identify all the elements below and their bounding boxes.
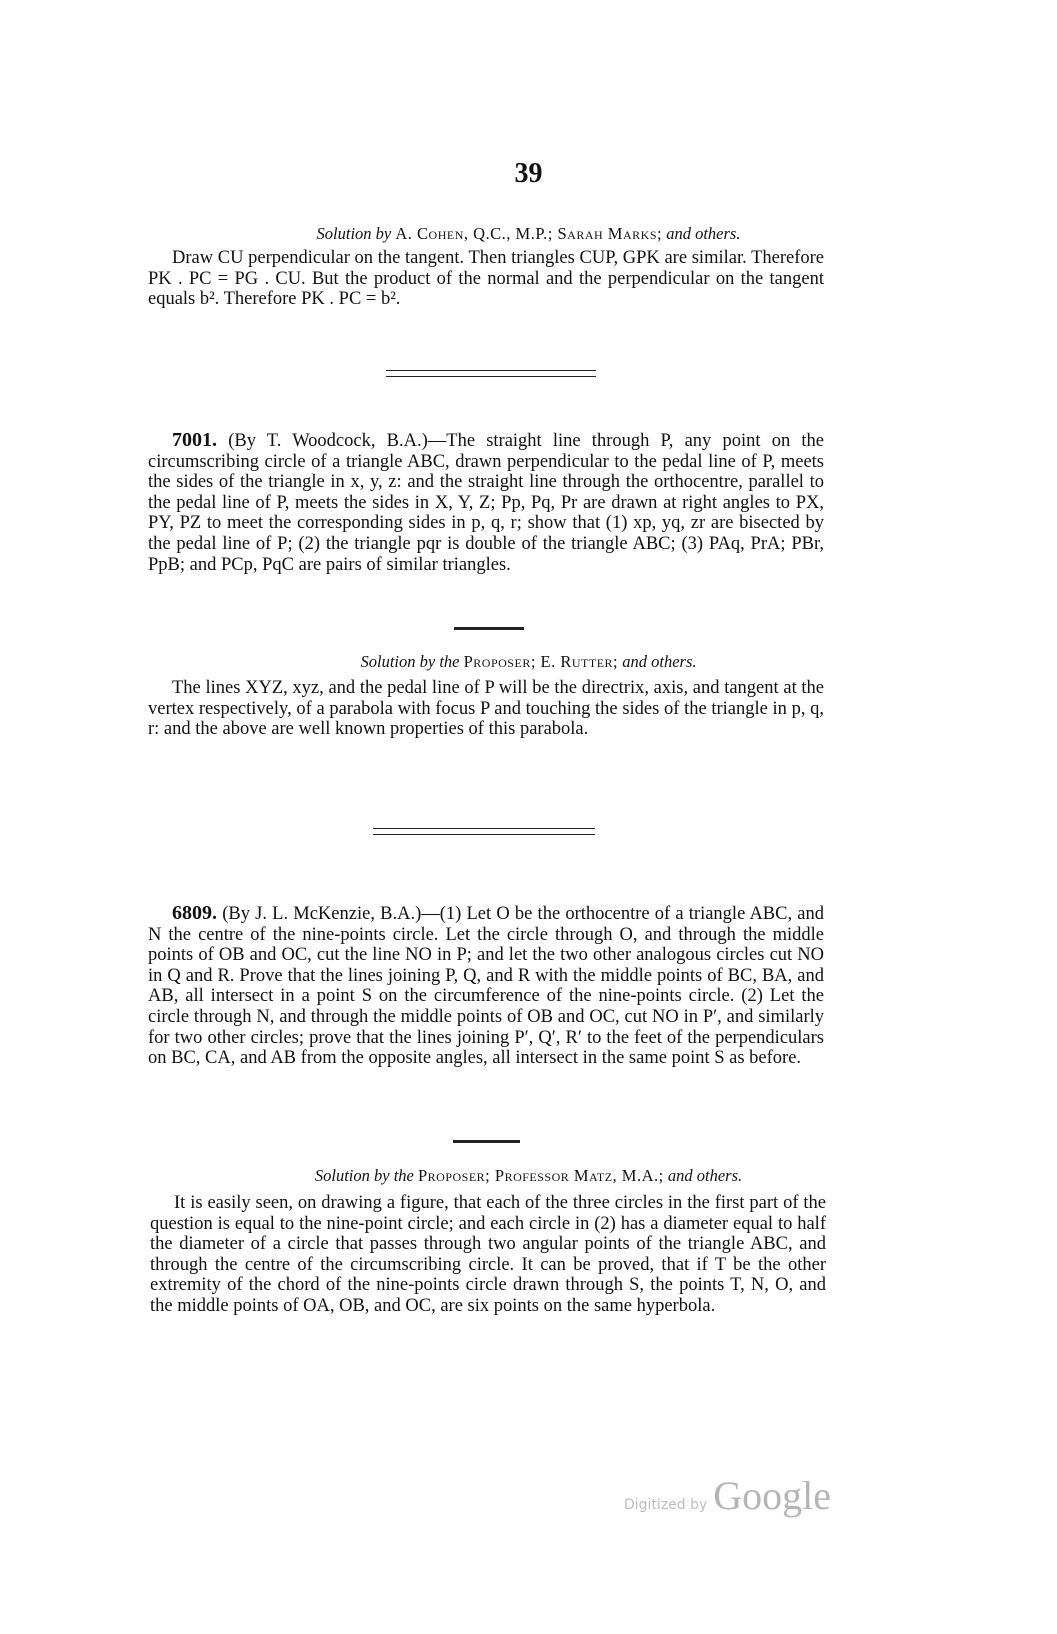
solution-text-matz xyxy=(150,1193,826,1317)
question-text: (By J. L. McKenzie, B.A.)—(1) Let O be the orthocentre of a triangle ABC, and N the centre of the nine-points circle. Let the circle through O, and through the middle points of OB and OC, cut the line NO in P; and let the two other analogous circles cut NO in Q and R. Prove that the lines joining P, Q, and R with the middle points of BC, BA, and AB, all intersect in a point S on the circumference of the nine-points circle. (2) Let the circle through N, and through the middle points of OB and OC, cut NO in P′, and similarly for two other circles; prove that the lines joining P′, Q′, R′ to the feet of the perpendiculars on BC, CA, and AB from the opposite angles, all intersect in the same point S as before. xyxy=(148,904,825,1069)
byline-authors: Proposer; E. Rutter; xyxy=(463,652,619,671)
byline-label: Solution by the xyxy=(314,1166,414,1185)
short-divider xyxy=(453,1140,520,1143)
digitized-watermark xyxy=(624,1472,831,1519)
byline-label: Solution by the xyxy=(360,652,460,671)
question-number: 6809. xyxy=(172,902,217,924)
solution-byline-proposer-matz xyxy=(0,1166,1057,1186)
byline-suffix: and others. xyxy=(667,1166,743,1185)
section-divider xyxy=(386,370,596,377)
solution-text-rutter xyxy=(148,678,824,740)
question-7001 xyxy=(148,430,824,575)
section-divider xyxy=(373,828,595,835)
short-divider xyxy=(454,627,524,630)
solution-byline-cohen xyxy=(0,224,1057,244)
paragraph: Draw CU perpendicular on the tangent. Then triangles CUP, GPK are similar. Therefore PK . PC = PG . CU. But the product of the normal and the perpendicular on the tangent equals b². Therefore PK . PC = b². xyxy=(148,248,824,310)
byline-label: Solution by xyxy=(316,224,392,243)
question-text: (By T. Woodcock, B.A.)—The straight line through P, any point on the circumscribing circle of a triangle ABC, drawn perpendicular to the pedal line of P, meets the sides of the triangle in x, y, z: and the straight line through the orthocentre, parallel to the pedal line of P, meets the sides in X, Y, Z; Pp, Pq, Pr are drawn at right angles to PX, PY, PZ to meet the corresponding sides in p, q, r; show that (1) xp, yq, zr are bisected by the pedal line of P; (2) the triangle pqr is double of the triangle ABC; (3) PAq, PrA; PBr, PpB; and PCp, PqC are pairs of similar triangles. xyxy=(148,431,824,575)
page-number: 39 xyxy=(514,158,543,189)
byline-authors: Proposer; Professor Matz, M.A.; xyxy=(417,1166,664,1185)
byline-authors: A. Cohen, Q.C., M.P.; Sarah Marks; xyxy=(395,224,663,243)
google-logo: Google xyxy=(713,1473,832,1518)
paragraph: The lines XYZ, xyz, and the pedal line of P will be the directrix, axis, and tangent at the vertex respectively, of a parabola with focus P and touching the sides of the triangle in p, q, r: and the above are well known properties of this parabola. xyxy=(148,678,824,740)
solution-byline-proposer-rutter xyxy=(0,652,1057,672)
byline-suffix: and others. xyxy=(666,224,741,243)
byline-suffix: and others. xyxy=(622,652,697,671)
watermark-prefix: Digitized by xyxy=(624,1497,708,1513)
paragraph xyxy=(148,903,824,1069)
paragraph: It is easily seen, on drawing a figure, that each of the three circles in the first part of the question is equal to the nine-point circle; and each circle in (2) has a diameter equal to half the diameter of a circle that passes through two angular points of the triangle ABC, and through the centre of the circumscribing circle. It can be proved, that if T be the other extremity of the chord of the nine-points circle drawn through S, the points T, N, O, and the middle points of OA, OB, and OC, are six points on the same hyperbola. xyxy=(150,1193,826,1316)
question-6809 xyxy=(148,903,824,1069)
paragraph xyxy=(148,430,824,575)
question-number: 7001. xyxy=(172,429,217,451)
solution-text-cohen xyxy=(148,248,824,310)
